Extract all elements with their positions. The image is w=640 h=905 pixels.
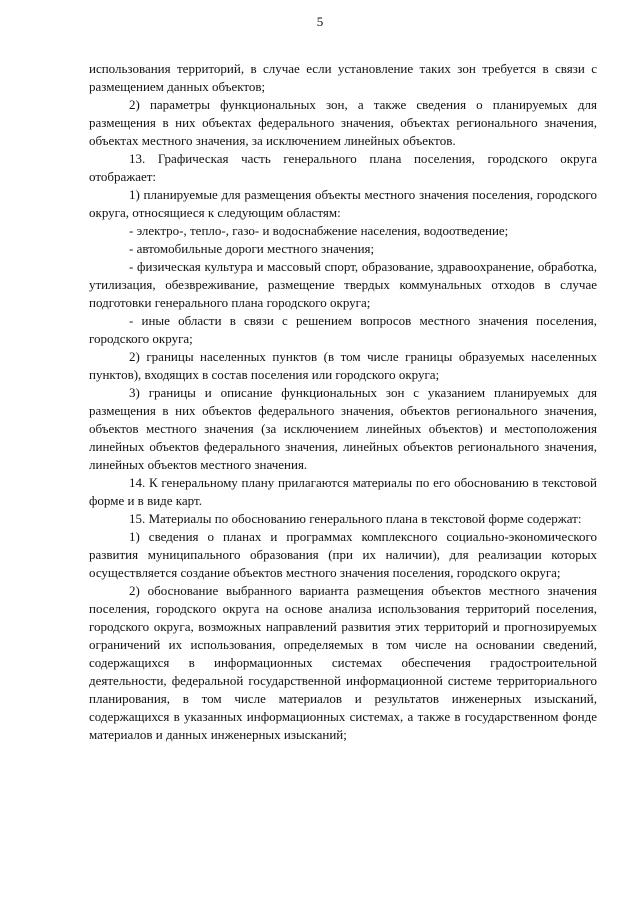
section-15-heading: 15. Материалы по обоснованию генерального плана в текстовой форме содержат: [129,511,582,526]
paragraph: 2) параметры функциональных зон, а также сведения о планируемых для размещения в них объектах федерального значения, объектах регионального значения, объектах местного значения, за исключением линейных объектов. [89,97,597,148]
section-13-heading: 13. Графическая часть генерального плана поселения, городского округа отображает: [89,151,597,184]
paragraph: 1) планируемые для размещения объекты местного значения поселения, городского округа, относящиеся к следующим областям: [89,187,597,220]
dash-list-item: - электро-, тепло-, газо- и водоснабжение населения, водоотведение; [129,223,509,238]
paragraph: 3) границы и описание функциональных зон с указанием планируемых для размещения в них объектов федерального значения, объектов регионального значения, объектов местного значения (за исключением линейных объектов) и местоположения линейных объектов федерального значения, линейных объектов регионального значения, линейных объектов местного значения. [89,385,597,472]
dash-list-item: - иные области в связи с решением вопросов местного значения поселения, городского округа; [89,313,597,346]
paragraph: 2) обоснование выбранного варианта размещения объектов местного значения поселения, городского округа на основе анализа использования территорий поселения, городского округа, возможных направлений развития этих территорий и прогнозируемых ограничений их использования, определяемых в том числе на основании сведений, содержащихся в информационных системах обеспечения градостроительной деятельности, федеральной государственной информационной системе территориального планирования, в том числе материалов и результатов инженерных изысканий, содержащихся в указанных информационных системах, а также в государственном фонде материалов и данных инженерных изысканий; [89,583,597,742]
page-number: 5 [316,14,324,29]
section-14-heading: 14. К генеральному плану прилагаются материалы по его обоснованию в текстовой форме и в виде карт. [89,475,597,508]
dash-list-item: - физическая культура и массовый спорт, образование, здравоохранение, обработка, утилизация, обезвреживание, размещение твердых коммунальных отходов в случае подготовки генерального плана городского округа; [89,259,597,310]
paragraph: 1) сведения о планах и программах комплексного социально-экономического развития муниципального образования (при их наличии), для реализации которых осуществляется создание объектов местного значения поселения, городского округа; [89,529,597,580]
paragraph: использования территорий, в случае если установление таких зон требуется в связи с размещением данных объектов; [89,61,597,94]
dash-list-item: - автомобильные дороги местного значения; [129,241,375,256]
paragraph: 2) границы населенных пунктов (в том числе границы образуемых населенных пунктов), входящих в состав поселения или городского округа; [89,349,597,382]
document-body [89,60,597,744]
